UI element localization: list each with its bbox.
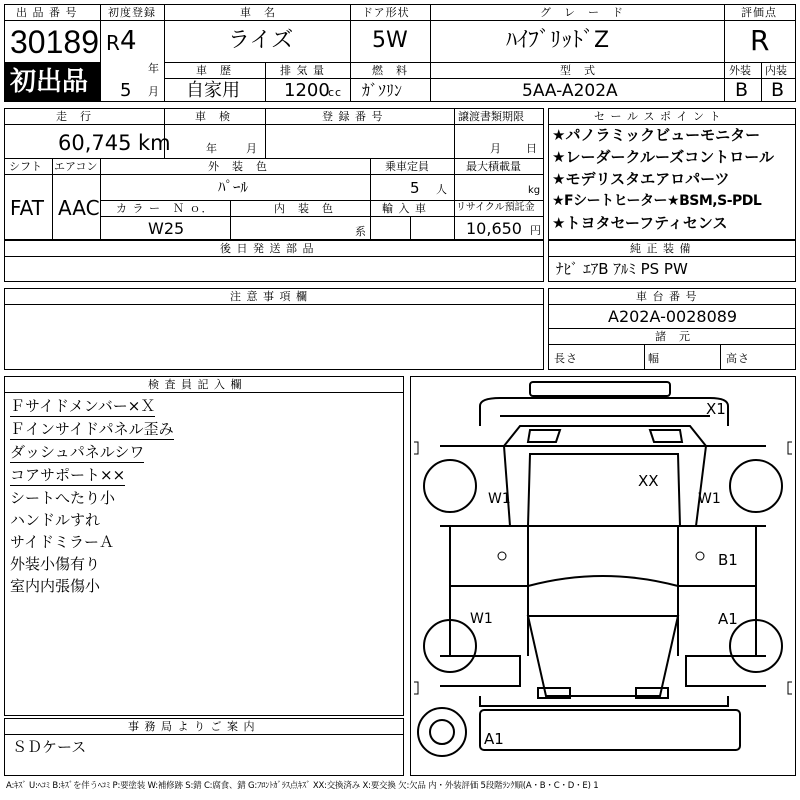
sales-point: ★トヨタセーフティセンス bbox=[552, 214, 728, 232]
notes-label: 注 意 事 項 欄 bbox=[230, 290, 308, 303]
car-diagram bbox=[410, 376, 796, 776]
int-color-label: 内 装 色 bbox=[274, 202, 334, 215]
later-parts-label: 後 日 発 送 部 品 bbox=[220, 242, 315, 255]
cc-unit: cc bbox=[328, 86, 343, 99]
era-value: R bbox=[106, 31, 120, 55]
grade-label: グ レ ー ド bbox=[540, 6, 624, 19]
year-value: 4 bbox=[120, 26, 137, 56]
ext-eval-value: B bbox=[735, 79, 749, 101]
first-time-text: 初出品 bbox=[10, 67, 89, 97]
height-label: 高さ bbox=[726, 352, 750, 365]
shift-label: シフト bbox=[9, 160, 42, 173]
history-value: 自家用 bbox=[186, 80, 240, 101]
inspector-label: 検 査 員 記 入 欄 bbox=[148, 378, 243, 391]
year-unit: 年 bbox=[148, 62, 160, 75]
inspector-note: ダッシュパネルシワ bbox=[10, 443, 145, 461]
sales-points-list bbox=[552, 128, 794, 238]
grade-value: ﾊｲﾌﾞﾘｯﾄﾞZ bbox=[506, 28, 610, 53]
lot-no-label: 出 品 番 号 bbox=[16, 6, 78, 19]
inspector-note: 室内内張傷小 bbox=[10, 577, 101, 595]
genuine-label: 純 正 装 備 bbox=[630, 242, 692, 255]
lot-no-value: 30189 bbox=[10, 24, 99, 60]
recycle-value: 10,650 bbox=[466, 219, 522, 238]
capacity-value: 5 bbox=[410, 179, 420, 197]
month-unit: 月 bbox=[148, 85, 160, 98]
door-value: 5W bbox=[372, 28, 408, 53]
damage-mark: X1 bbox=[706, 400, 726, 418]
doc-day-unit: 日 bbox=[526, 142, 538, 155]
inspector-note: サイドミラーＡ bbox=[10, 533, 114, 551]
fuel-label: 燃 料 bbox=[372, 64, 408, 77]
exterior-label: 外装 bbox=[729, 64, 751, 77]
aircon-label: エアコン bbox=[54, 160, 98, 173]
sales-points-label: セ ー ル ス ポ イ ン ト bbox=[594, 110, 722, 123]
kg-unit: kg bbox=[528, 185, 541, 196]
insp-month-unit: 月 bbox=[246, 142, 258, 155]
reg-no-label: 登 録 番 号 bbox=[322, 110, 384, 123]
aircon-value: AAC bbox=[58, 196, 100, 220]
damage-mark: A1 bbox=[484, 730, 504, 748]
inspector-notes-list bbox=[10, 396, 174, 598]
fuel-value: ｶﾞｿﾘﾝ bbox=[362, 81, 403, 100]
history-label: 車 歴 bbox=[196, 64, 232, 77]
length-label: 長さ bbox=[554, 352, 578, 365]
month-value: 5 bbox=[120, 80, 132, 101]
transfer-docs-label: 譲渡書類期限 bbox=[458, 110, 524, 123]
mileage-value: 60,745 bbox=[58, 131, 132, 155]
persons-unit: 人 bbox=[436, 183, 448, 196]
car-name-label: 車 名 bbox=[240, 6, 276, 19]
chassis-label: 車 台 番 号 bbox=[636, 290, 698, 303]
damage-mark: W1 bbox=[470, 611, 493, 627]
max-load-label: 最大積載量 bbox=[466, 160, 521, 173]
capacity-label: 乗車定員 bbox=[385, 160, 429, 173]
sales-point: ★パノラミックビューモニター bbox=[552, 126, 761, 144]
doc-month-unit: 月 bbox=[490, 142, 502, 155]
dims-label: 諸 元 bbox=[655, 330, 691, 343]
inspector-note: ハンドルすれ bbox=[10, 511, 101, 529]
recycle-label: リサイクル預託金 bbox=[456, 202, 535, 213]
ext-color-value: ﾊﾟｰﾙ bbox=[218, 178, 249, 196]
sales-point: ★Fシートヒーター★BSM,S-PDL bbox=[552, 193, 762, 209]
damage-mark: XX bbox=[638, 472, 659, 490]
office-note-value: ＳＤケース bbox=[12, 738, 87, 756]
car-name-value: ライズ bbox=[228, 28, 294, 53]
displacement-label: 排 気 量 bbox=[280, 64, 325, 77]
ext-color-label: 外 装 色 bbox=[208, 160, 268, 173]
model-value: 5AA-A202A bbox=[522, 81, 618, 101]
interior-label: 内装 bbox=[765, 64, 787, 77]
eval-value: R bbox=[750, 24, 770, 57]
office-label: 事 務 局 よ り ご 案 内 bbox=[128, 720, 256, 733]
first-reg-label: 初度登録 bbox=[108, 6, 156, 19]
yen-unit: 円 bbox=[530, 224, 542, 237]
mileage-label: 走 行 bbox=[56, 110, 92, 123]
inspector-note: シートへたり小 bbox=[10, 489, 116, 507]
damage-mark: W1 bbox=[698, 491, 721, 507]
sales-point: ★モデリスタエアロパーツ bbox=[552, 170, 730, 188]
inspector-note: Ｆサイドメンバー×Ｘ bbox=[10, 397, 156, 415]
displacement-value: 1200 bbox=[284, 80, 330, 101]
shift-value: FAT bbox=[10, 196, 45, 220]
color-no-value: W25 bbox=[148, 219, 185, 238]
import-label: 輸 入 車 bbox=[382, 202, 427, 215]
legend-text: A:ｷｽﾞ U:ﾍｺﾐ B:ｷｽﾞを伴うﾍｺﾐ P:要塗装 W:補修跡 S:錆 C:腐食、錆 G:ﾌﾛﾝﾄｶﾞﾗｽ点ｷｽﾞ XX:交換済み X:要交換 欠:欠品 内・外装評価 5段階ﾗﾝｸ順(A・B・C・D・E) 1 bbox=[6, 781, 599, 791]
inspector-note: コアサポート×× bbox=[10, 466, 126, 484]
inspection-label: 車 検 bbox=[195, 110, 231, 123]
inspector-note: Ｆインサイドパネル歪み bbox=[10, 420, 174, 438]
door-label: ドア形状 bbox=[362, 6, 410, 19]
damage-mark: A1 bbox=[718, 610, 738, 628]
chassis-value: A202A-0028089 bbox=[608, 307, 738, 326]
kei-unit: 系 bbox=[355, 225, 367, 238]
genuine-value: ﾅﾋﾞ ｴｱB ｱﾙﾐ PS PW bbox=[556, 260, 688, 278]
model-label: 型 式 bbox=[560, 64, 596, 77]
insp-year-unit: 年 bbox=[206, 142, 218, 155]
damage-mark: B1 bbox=[718, 551, 738, 569]
int-eval-value: B bbox=[771, 79, 785, 101]
damage-mark: W1 bbox=[488, 491, 511, 507]
km-unit: km bbox=[138, 131, 171, 155]
eval-label: 評価点 bbox=[741, 6, 777, 19]
sales-point: ★レーダークルーズコントロール bbox=[552, 148, 774, 166]
inspector-note: 外装小傷有り bbox=[10, 555, 101, 573]
width-label: 幅 bbox=[648, 352, 660, 365]
color-no-label: カ ラ ー Ｎ ｏ． bbox=[116, 202, 214, 215]
